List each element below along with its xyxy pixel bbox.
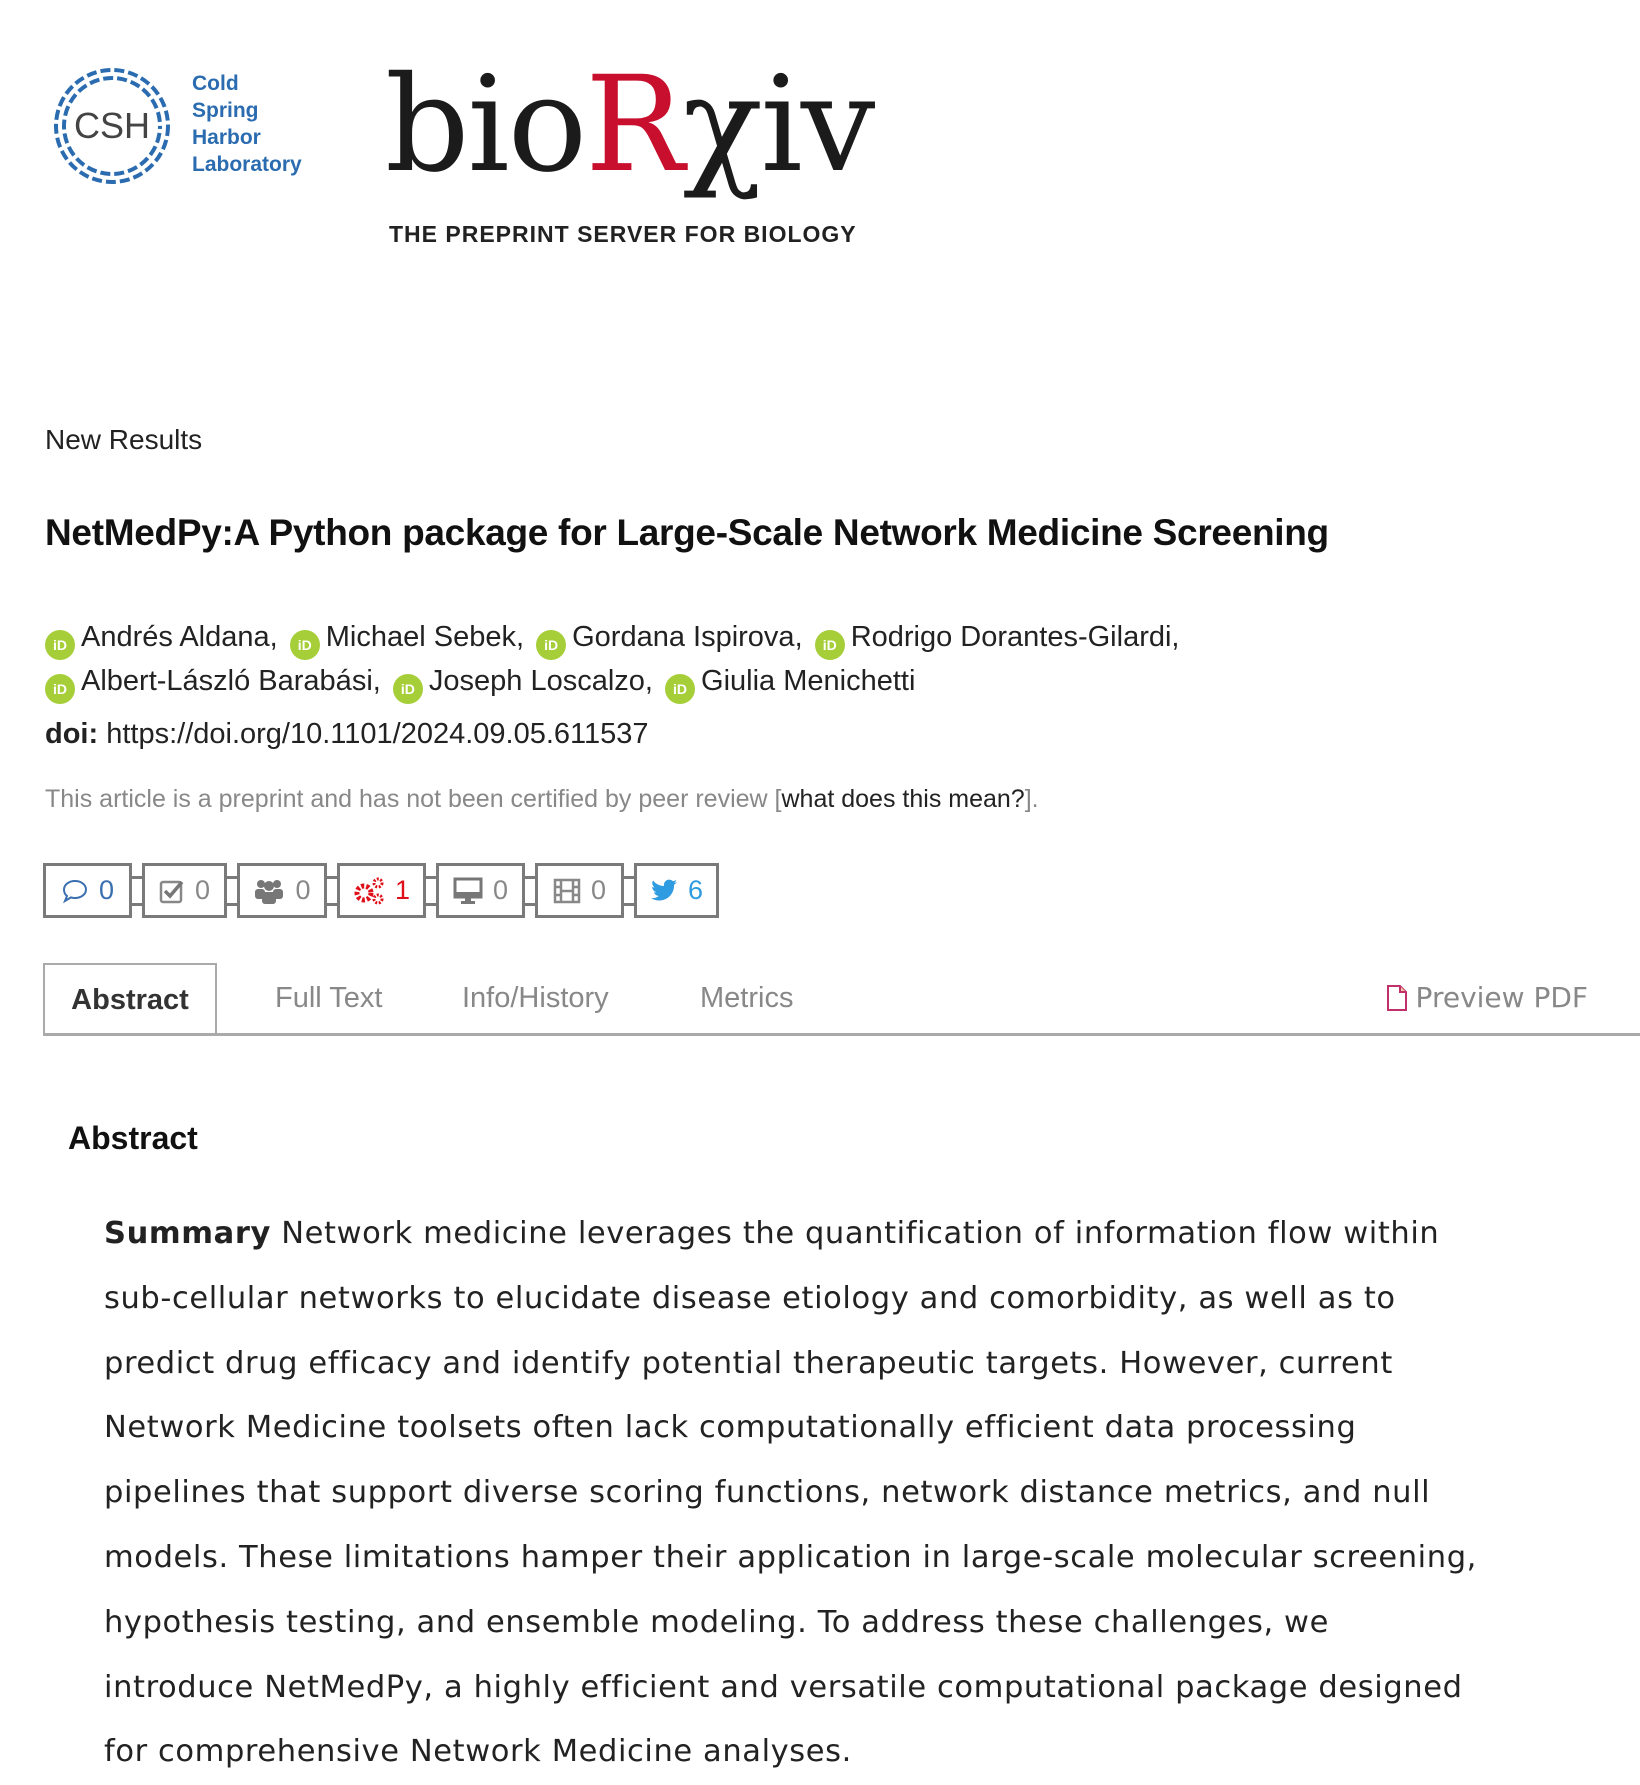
csh-logo[interactable]	[48, 60, 318, 192]
author-name[interactable]: Andrés Aldana,	[81, 621, 278, 653]
tagline: THE PREPRINT SERVER FOR BIOLOGY	[389, 221, 857, 247]
abstract-line: sub-cellular networks to elucidate disease etiology and comorbidity, as well as to	[104, 1280, 1396, 1316]
abstract-line: models. These limitations hamper their application in large-scale molecular screening,	[104, 1539, 1477, 1575]
doi-label: doi:	[45, 718, 99, 750]
author-name[interactable]: Giulia Menichetti	[701, 665, 916, 697]
tweets-badge[interactable]	[634, 863, 719, 918]
abstract-line-text: Network medicine leverages the quantification of information flow within	[270, 1216, 1440, 1251]
csh-word: Harbor	[192, 126, 261, 149]
orcid-icon[interactable]: iD	[665, 674, 695, 704]
badge-count: 0	[295, 875, 311, 905]
logo-part: R	[585, 48, 683, 202]
author[interactable]	[815, 621, 1180, 653]
csh-mark: CSH	[73, 105, 151, 146]
preprint-note-end: ].	[1024, 785, 1039, 813]
doi	[45, 718, 649, 751]
abstract-line	[104, 1202, 1477, 1267]
abstract-line: Network Medicine toolsets often lack computationally efficient data processing	[104, 1410, 1357, 1446]
badge-count: 0	[590, 875, 607, 905]
author-line	[45, 660, 1545, 704]
author[interactable]	[290, 621, 524, 653]
film-icon	[553, 877, 581, 905]
abstract-line: for comprehensive Network Medicine analyses.	[104, 1734, 852, 1770]
abstract-heading: Abstract	[68, 1120, 198, 1156]
videos-badge[interactable]	[535, 863, 624, 918]
author[interactable]	[536, 621, 803, 653]
abstract-text	[104, 1202, 1477, 1785]
author-name[interactable]: Michael Sebek,	[325, 621, 525, 653]
author-name[interactable]: Albert-László Barabási,	[81, 665, 381, 697]
badge-count: 0	[492, 875, 509, 905]
badge-count: 0	[98, 875, 115, 905]
twitter-icon	[650, 878, 678, 904]
badge-connector	[624, 876, 634, 906]
abstract-line: hypothesis testing, and ensemble modeling. To address these challenges, we	[104, 1604, 1329, 1640]
comments-badge[interactable]	[43, 863, 132, 918]
abstract-line: predict drug efficacy and identify potential therapeutic targets. However, current	[104, 1345, 1393, 1381]
reviews-badge[interactable]	[142, 863, 227, 918]
orcid-icon[interactable]: iD	[536, 630, 566, 660]
author-line	[45, 616, 1545, 660]
biorxiv-wordmark	[385, 48, 905, 202]
gears-icon	[353, 876, 385, 906]
author[interactable]	[665, 665, 915, 697]
csh-wordmark	[192, 70, 302, 178]
checkbox-icon	[159, 878, 185, 904]
tab-info-history[interactable]: Info/History	[462, 982, 609, 1014]
summary-label: Summary	[104, 1216, 271, 1251]
logo-part: χiv	[682, 48, 874, 202]
orcid-icon[interactable]: iD	[45, 630, 75, 660]
preview-pdf-label: Preview PDF	[1415, 981, 1588, 1014]
tab-full-text[interactable]: Full Text	[275, 982, 383, 1014]
abstract-line: introduce NetMedPy, a highly efficient and versatile computational package designed	[104, 1669, 1463, 1705]
orcid-icon[interactable]: iD	[815, 630, 845, 660]
author-name[interactable]: Gordana Ispirova,	[572, 621, 803, 653]
community-badge[interactable]	[237, 863, 327, 918]
article-category: New Results	[45, 424, 203, 455]
badge-connector	[525, 876, 535, 906]
author-name[interactable]: Joseph Loscalzo,	[428, 665, 653, 697]
csh-word: Laboratory	[192, 153, 302, 176]
badge-count: 1	[394, 875, 411, 905]
orcid-icon[interactable]: iD	[45, 674, 75, 704]
author-name[interactable]: Rodrigo Dorantes-Gilardi,	[850, 621, 1180, 653]
csh-word: Cold	[192, 72, 239, 95]
logo-part: bio	[385, 48, 586, 202]
badge-count: 6	[687, 875, 704, 905]
author[interactable]	[45, 621, 278, 653]
badge-count: 0	[194, 875, 211, 905]
preview-pdf-button[interactable]	[1386, 963, 1588, 1033]
author[interactable]	[45, 665, 381, 697]
automated-services-badge[interactable]	[337, 863, 426, 918]
biorxiv-logo[interactable]	[385, 48, 905, 255]
article-title: NetMedPy:A Python package for Large-Scale Network Medicine Screening	[45, 512, 1329, 553]
tab-abstract[interactable]: Abstract	[43, 963, 217, 1033]
blogs-badge[interactable]	[436, 863, 525, 918]
preprint-note-text: This article is a preprint and has not been certified by peer review [	[45, 785, 782, 813]
badge-connector	[132, 876, 142, 906]
monitor-icon	[453, 877, 483, 905]
badge-connector	[327, 876, 337, 906]
what-does-this-mean-link[interactable]: what does this mean?	[781, 785, 1025, 813]
author-list	[45, 616, 1545, 704]
users-icon	[253, 877, 285, 905]
abstract-line: pipelines that support diverse scoring functions, network distance metrics, and null	[104, 1475, 1431, 1511]
orcid-icon[interactable]: iD	[290, 630, 320, 660]
badge-connector	[426, 876, 436, 906]
comment-icon	[61, 877, 89, 905]
badge-connector	[227, 876, 237, 906]
csh-dna-ring-icon	[48, 60, 178, 192]
article-tabs	[43, 963, 1640, 1036]
doi-link[interactable]: https://doi.org/10.1101/2024.09.05.611537	[106, 718, 649, 750]
tab-metrics[interactable]: Metrics	[700, 982, 794, 1014]
author[interactable]	[393, 665, 653, 697]
csh-word: Spring	[192, 99, 259, 122]
pdf-file-icon	[1386, 984, 1408, 1012]
preprint-note	[45, 785, 1039, 814]
orcid-icon[interactable]: iD	[393, 674, 423, 704]
metrics-badges	[43, 863, 719, 918]
